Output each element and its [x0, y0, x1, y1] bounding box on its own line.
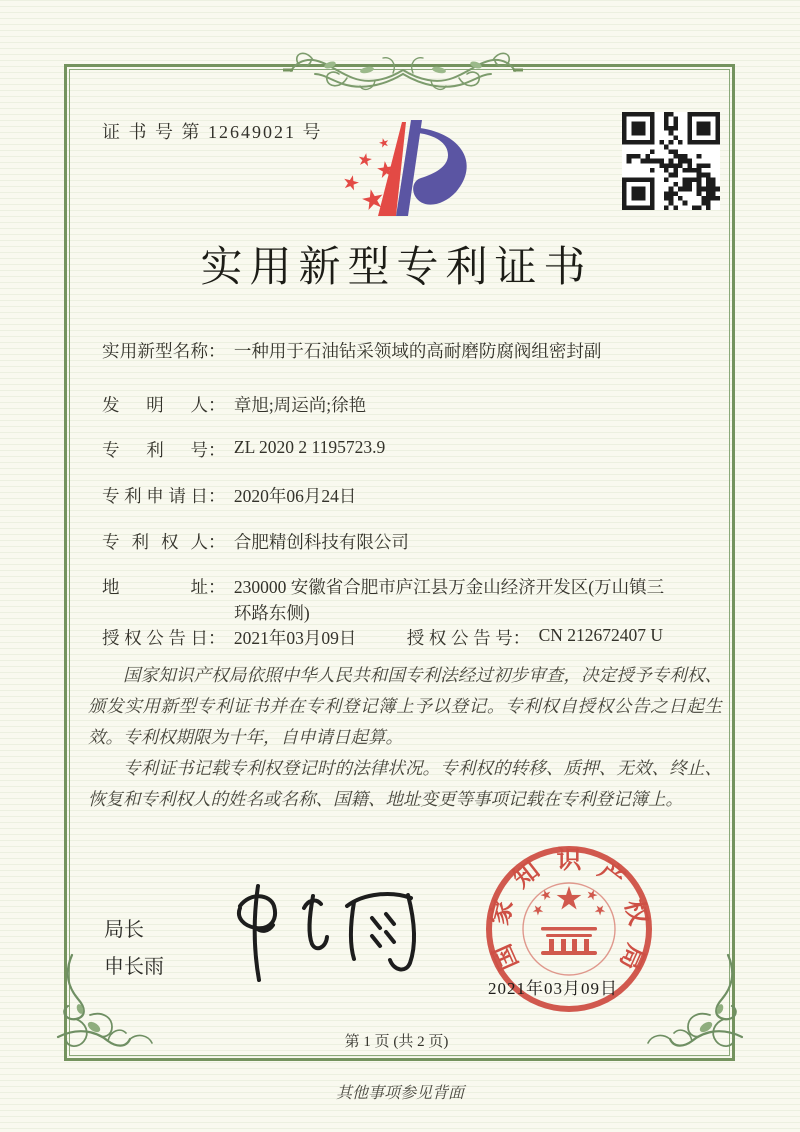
signer-block — [104, 912, 164, 986]
back-note: 其他事项参见背面 — [335, 1085, 464, 1102]
field-label: 专利权人 — [102, 532, 208, 552]
cnipa-logo-icon — [328, 110, 492, 234]
svg-text:权: 权 — [619, 896, 652, 928]
svg-text:产: 产 — [593, 856, 630, 894]
field-value: CN 212672407 U — [538, 625, 664, 645]
svg-text:识: 识 — [556, 847, 582, 874]
svg-text:国: 国 — [489, 939, 524, 974]
signer-name: 申长雨 — [104, 956, 164, 978]
svg-text:知: 知 — [508, 856, 545, 894]
seal-date: 2021年03月09日 — [488, 979, 618, 998]
certificate-number: 证 书 号 第 12649021 号 — [102, 122, 323, 142]
page-number: 第 1 页 (共 2 页) — [344, 1034, 449, 1050]
field-row-name: 实用新型名称： 一种用于石油钻采领域的高耐磨防腐阀组密封副 — [102, 338, 601, 363]
field-label: 授权公告日 — [102, 628, 208, 648]
field-row-filing-date: 专利申请日： 2020年06月24日 — [102, 483, 356, 508]
field-label: 地址 — [102, 577, 208, 597]
svg-text:局: 局 — [614, 939, 649, 974]
field-value: 一种用于石油钻采领域的高耐磨防腐阀组密封副 — [233, 341, 602, 361]
field-value: 章旭;周运尚;徐艳 — [233, 395, 367, 415]
signer-title: 局长 — [104, 919, 144, 941]
field-row-patent-no: 专利号： ZL 2020 2 1195723.9 — [102, 437, 386, 460]
field-row-grant: 授权公告日： 2021年03月09日 授权公告号： CN 212672407 U — [102, 625, 664, 648]
field-label: 发明人 — [102, 395, 208, 415]
top-scroll-ornament-icon — [283, 40, 523, 100]
field-label: 实用新型名称 — [102, 341, 208, 361]
qr-code — [622, 112, 720, 210]
field-row-inventors: 发明人： 章旭;周运尚;徐艳 — [102, 392, 366, 417]
field-label: 专利申请日 — [102, 486, 208, 506]
field-row-patentee: 专利权人： 合肥精创科技有限公司 — [102, 529, 409, 554]
legal-text — [88, 660, 722, 815]
legal-paragraph: 国家知识产权局依照中华人民共和国专利法经过初步审查，决定授予专利权、颁发实用新型专利证书并在专利登记簿上予以登记。专利权自授权公告之日起生效。专利权期限为十年，自申请日起算。 — [88, 665, 722, 747]
legal-paragraph: 专利证书记载专利权登记时的法律状况。专利权的转移、质押、无效、终止、恢复和专利权人的姓名或名称、国籍、地址变更等事项记载在专利登记簿上。 — [88, 758, 722, 809]
field-value: 2020年06月24日 — [233, 486, 357, 506]
field-row-address: 地址： 230000 安徽省合肥市庐江县万金山经济开发区(万山镇三环路东侧) — [102, 574, 674, 626]
field-value: 230000 安徽省合肥市庐江县万金山经济开发区(万山镇三环路东侧) — [233, 577, 665, 623]
field-value: ZL 2020 2 1195723.9 — [233, 437, 386, 457]
field-label: 专利号 — [102, 440, 208, 460]
svg-text:家: 家 — [486, 896, 519, 928]
handwritten-signature-icon — [212, 878, 442, 990]
field-value: 2021年03月09日 — [233, 628, 357, 648]
certificate-title: 实用新型专利证书 — [200, 245, 593, 291]
field-value: 合肥精创科技有限公司 — [233, 532, 409, 552]
field-label: 授权公告号 — [406, 628, 513, 648]
